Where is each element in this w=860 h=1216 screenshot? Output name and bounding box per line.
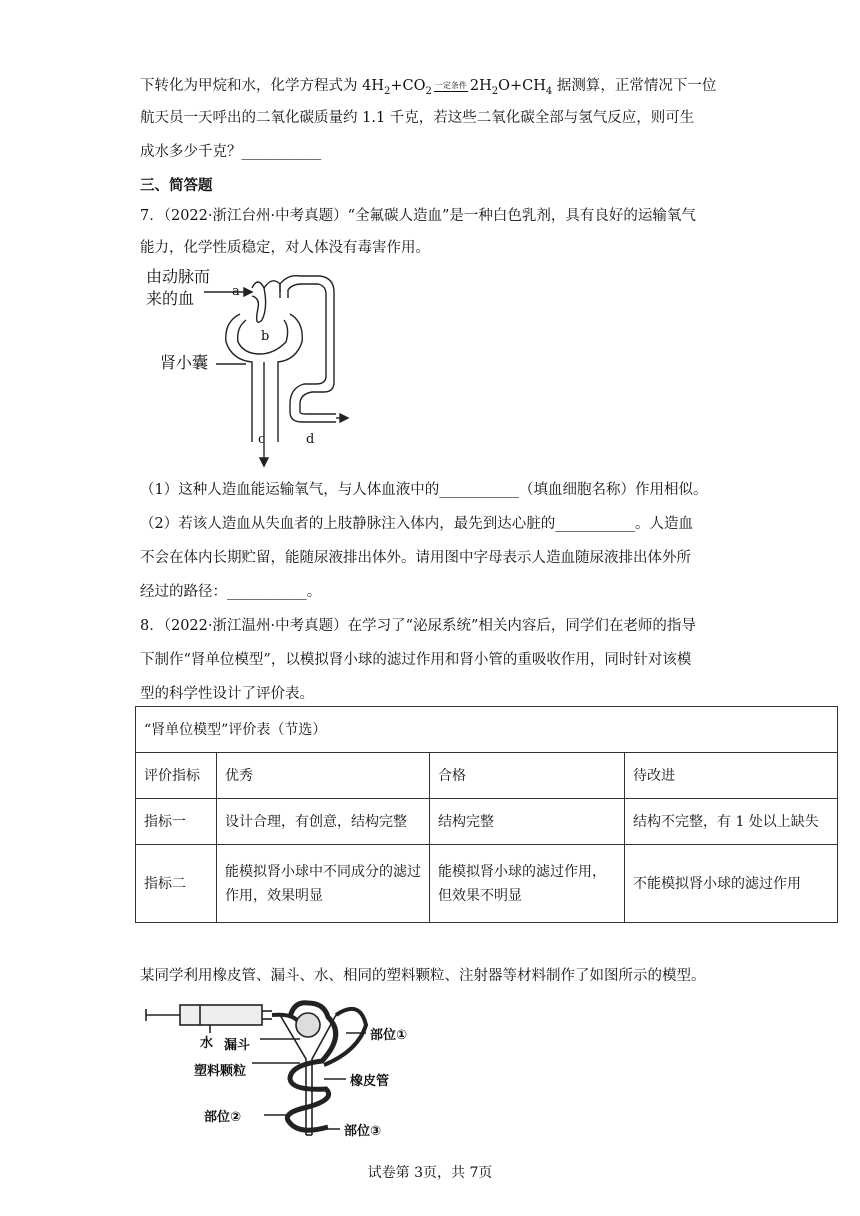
q7-sub2-line2: 不会在体内长期贮留，能随尿液排出体外。请用图中字母表示人造血随尿液排出体外所 <box>140 550 691 566</box>
label-water: 水 <box>200 1036 214 1051</box>
table-cell: 能模拟肾小球的滤过作用，但效果不明显 <box>430 845 625 923</box>
table-row <box>136 845 838 923</box>
evaluation-table <box>135 706 838 923</box>
label-part1: 部位① <box>370 1028 408 1043</box>
q7-line1: 7．（2022·浙江台州·中考真题）“全氟碳人造血”是一种白色乳剂，具有良好的运输氧气 <box>140 208 696 224</box>
table-title: “肾单位模型”评价表（节选） <box>136 707 838 753</box>
table-cell: 不能模拟肾小球的滤过作用 <box>625 845 838 923</box>
table-cell: 结构不完整，有 1 处以上缺失 <box>625 799 838 845</box>
q8-line1: 8．（2022·浙江温州·中考真题）在学习了“泌尿系统”相关内容后，同学们在老师的指导 <box>140 618 696 634</box>
label-capsule: 肾小囊 <box>160 353 209 372</box>
label-part2: 部位② <box>204 1110 242 1125</box>
table-cell: 设计合理，有创意，结构完整 <box>217 799 430 845</box>
table-header: 合格 <box>430 753 625 799</box>
q8-after-table: 某同学利用橡皮管、漏斗、水、相同的塑料颗粒、注射器等材料制作了如图所示的模型。 <box>140 968 706 984</box>
q6-line2: 航天员一天呼出的二氧化碳质量约 1.1 千克，若这些二氧化碳全部与氢气反应，则可生 <box>140 110 695 126</box>
reaction-condition: 一定条件 <box>434 80 467 90</box>
nephron-figure <box>140 262 360 472</box>
table-header: 优秀 <box>217 753 430 799</box>
q8-line3: 型的科学性设计了评价表。 <box>140 686 314 702</box>
table-row <box>136 799 838 845</box>
table-cell: 指标二 <box>136 845 217 923</box>
label-d: d <box>306 432 315 447</box>
label-particles: 塑料颗粒 <box>194 1064 247 1079</box>
label-c: c <box>258 432 266 447</box>
label-blood-2: 来的血 <box>146 289 195 308</box>
table-header: 评价指标 <box>136 753 217 799</box>
q7-line2: 能力，化学性质稳定，对人体没有毒害作用。 <box>140 240 430 256</box>
q7-sub2-line3: 经过的路径：___________。 <box>140 584 322 600</box>
label-funnel: 漏斗 <box>224 1038 251 1053</box>
table-cell: 结构完整 <box>430 799 625 845</box>
table-cell: 指标一 <box>136 799 217 845</box>
kidney-model-figure <box>140 995 408 1150</box>
page-footer: 试卷第 3页，共 7页 <box>367 1165 493 1181</box>
q6-equation-line: 下转化为甲烷和水，化学方程式为 $4H_2+CO_2$ 一定条件 $2H_2O+CH_4$ 据测算，正常情况下一位 <box>140 78 717 97</box>
q7-sub1: （1）这种人造血能运输氧气，与人体血液中的___________（填血细胞名称）作用相似。 <box>140 482 708 498</box>
label-blood-1: 由动脉而 <box>146 267 211 286</box>
table-header: 待改进 <box>625 753 838 799</box>
section-title: 三、简答题 <box>140 177 213 194</box>
table-cell: 能模拟肾小球中不同成分的滤过作用，效果明显 <box>217 845 430 923</box>
label-part3: 部位③ <box>344 1124 382 1139</box>
label-a: a <box>232 284 240 299</box>
label-tube: 橡皮管 <box>350 1074 390 1089</box>
q6-line3: 成水多少千克？___________ <box>140 144 322 160</box>
label-b: b <box>261 329 270 344</box>
q7-sub2-line1: （2）若该人造血从失血者的上肢静脉注入体内，最先到达心脏的___________。人造血 <box>140 516 693 532</box>
q8-line2: 下制作“肾单位模型”，以模拟肾小球的滤过作用和肾小管的重吸收作用，同时针对该模 <box>140 652 692 668</box>
